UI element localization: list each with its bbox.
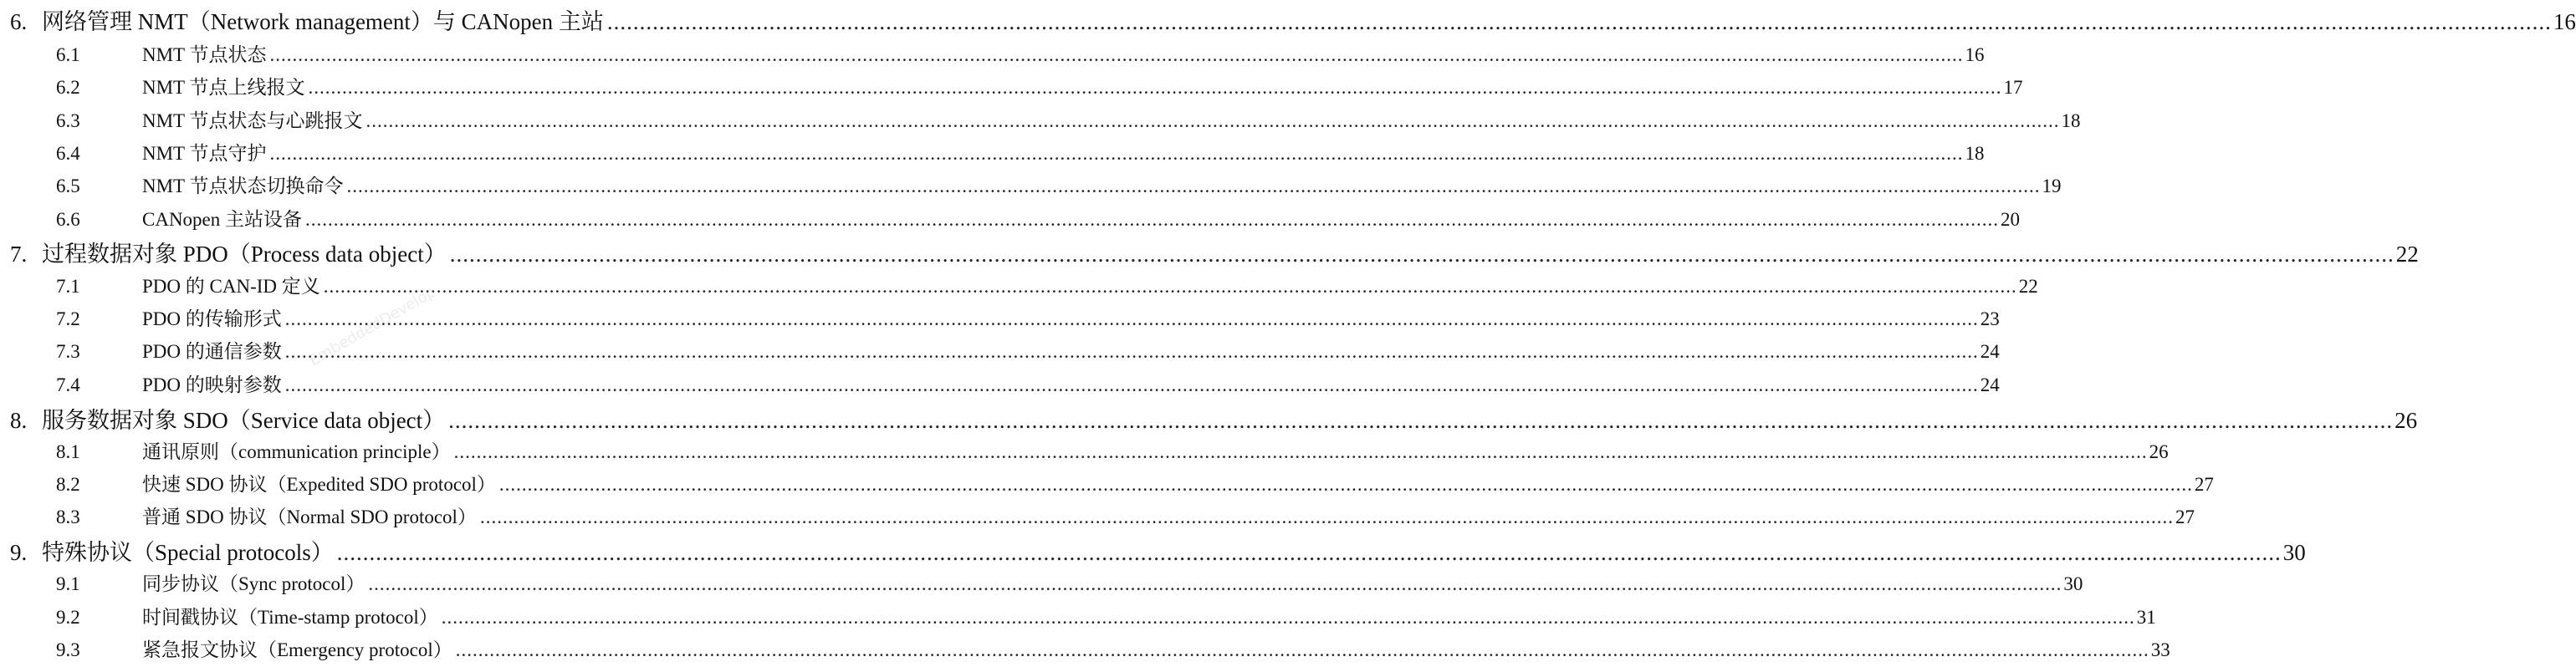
toc-entry[interactable] [0,39,1985,67]
toc-title: PDO 的映射参数 [142,374,282,395]
toc-page: 27 [2175,507,2195,527]
toc-number: 8.3 [56,507,80,527]
toc-title: NMT 节点状态与心跳报文 [142,110,363,131]
toc-entry[interactable] [0,568,2083,596]
toc-page: 24 [1980,374,2000,395]
toc-page: 19 [2042,176,2062,196]
toc-title: CANopen 主站设备 [142,209,303,230]
toc-number: 7.3 [56,341,80,362]
toc-entry[interactable] [0,3,2576,36]
toc-entry[interactable] [0,402,2418,435]
toc-page: 18 [1965,143,1985,164]
toc-entry[interactable] [0,303,2000,331]
toc-title: 过程数据对象 PDO（Process data object） [42,242,447,267]
toc-page: 26 [2395,408,2418,433]
toc-number: 6.5 [56,176,80,196]
toc-number: 8.2 [56,474,80,495]
toc-number: 8. [10,408,28,433]
toc-entry[interactable] [0,634,2170,662]
dot-leader: ............................................................................................................................................................................................................................................................................................................ [336,540,2282,565]
dot-leader: ............................................................................................................................................................................................................................................................................................................ [453,441,2148,462]
toc-title: 时间戳协议（Time-stamp protocol） [142,607,438,628]
toc-title: 紧急报文协议（Emergency protocol） [142,639,452,660]
toc-title: NMT 节点上线报文 [142,77,305,98]
toc-entry[interactable] [0,602,2156,629]
toc-entry[interactable] [0,72,2023,99]
toc-number: 6.2 [56,77,80,98]
toc-entry[interactable] [0,138,1985,165]
dot-leader: ............................................................................................................................................................................................................................................................................................................ [305,209,2000,230]
toc-number: 8.1 [56,441,80,462]
dot-leader: ............................................................................................................................................................................................................................................................................................................ [365,110,2060,131]
toc-entry[interactable] [0,105,2081,133]
toc-title: 网络管理 NMT（Network management）与 CANopen 主站 [42,9,604,34]
toc-entry[interactable] [0,534,2306,567]
dot-leader: ............................................................................................................................................................................................................................................................................................................ [284,374,1979,395]
dot-leader: ............................................................................................................................................................................................................................................................................................................ [284,308,1979,329]
dot-leader: ............................................................................................................................................................................................................................................................................................................ [323,276,2017,297]
toc-number: 7.1 [56,276,80,297]
toc-page: 18 [2061,110,2081,131]
dot-leader: ............................................................................................................................................................................................................................................................................................................ [368,573,2062,594]
toc-entry[interactable] [0,502,2195,529]
toc-title: NMT 节点状态切换命令 [142,176,344,196]
toc-page: 31 [2136,607,2156,628]
dot-leader: ............................................................................................................................................................................................................................................................................................................ [308,77,2002,98]
toc-page: 30 [2282,540,2306,565]
toc-title: 同步协议（Sync protocol） [142,573,365,594]
dot-leader: ............................................................................................................................................................................................................................................................................................................ [269,44,1964,65]
dot-leader: ............................................................................................................................................................................................................................................................................................................ [441,607,2135,628]
toc-entry[interactable] [0,469,2214,496]
toc-number: 9.3 [56,639,80,660]
dot-leader: ............................................................................................................................................................................................................................................................................................................ [455,639,2149,660]
toc-title: NMT 节点守护 [142,143,267,164]
dot-leader: ............................................................................................................................................................................................................................................................................................................ [449,242,2395,267]
toc-title: NMT 节点状态 [142,44,267,65]
toc-number: 9.2 [56,607,80,628]
toc-number: 6.4 [56,143,80,164]
toc-number: 6. [10,9,28,34]
toc-title: PDO 的传输形式 [142,308,282,329]
toc-title: 快速 SDO 协议（Expedited SDO protocol） [142,474,496,495]
toc-page: 16 [1965,44,1985,65]
watermark: EmbeddedDevelop [306,283,439,370]
toc-entry[interactable] [0,436,2169,464]
toc-title: 特殊协议（Special protocols） [42,540,334,565]
dot-leader: ............................................................................................................................................................................................................................................................................................................ [479,507,2174,527]
toc-number: 7.2 [56,308,80,329]
toc-page: 27 [2194,474,2214,495]
toc-entry[interactable] [0,336,2000,364]
toc-page: 24 [1980,341,2000,362]
toc-page: 26 [2149,441,2169,462]
dot-leader: ............................................................................................................................................................................................................................................................................................................ [498,474,2193,495]
toc-entry[interactable] [0,369,2000,397]
toc-page: 20 [2001,209,2021,230]
toc-title: 普通 SDO 协议（Normal SDO protocol） [142,507,477,527]
toc-page: 22 [2395,242,2419,267]
dot-leader: ............................................................................................................................................................................................................................................................................................................ [284,341,1979,362]
toc-number: 9. [10,540,28,565]
dot-leader: ............................................................................................................................................................................................................................................................................................................ [448,408,2394,433]
toc-page: 33 [2150,639,2170,660]
dot-leader: ............................................................................................................................................................................................................................................................................................................ [346,176,2041,196]
toc-title: 通讯原则（communication principle） [142,441,451,462]
toc-title: PDO 的 CAN-ID 定义 [142,276,320,297]
toc-entry[interactable] [0,236,2419,268]
toc-page: 30 [2063,573,2083,594]
toc-title: 服务数据对象 SDO（Service data object） [42,408,446,433]
toc-number: 7.4 [56,374,80,395]
toc-entry[interactable] [0,271,2038,298]
dot-leader: ............................................................................................................................................................................................................................................................................................................ [606,9,2552,34]
toc-page: 22 [2018,276,2038,297]
toc-page: 23 [1980,308,2000,329]
toc-number: 6.3 [56,110,80,131]
toc-number: 6.6 [56,209,80,230]
toc-entry[interactable] [0,171,2062,198]
toc-number: 9.1 [56,573,80,594]
toc-number: 6.1 [56,44,80,65]
toc-number: 7. [10,242,28,267]
toc-title: PDO 的通信参数 [142,341,282,362]
toc-entry[interactable] [0,204,2021,232]
toc-page: 16 [2553,9,2576,34]
dot-leader: ............................................................................................................................................................................................................................................................................................................ [269,143,1964,164]
toc-page: 17 [2003,77,2023,98]
